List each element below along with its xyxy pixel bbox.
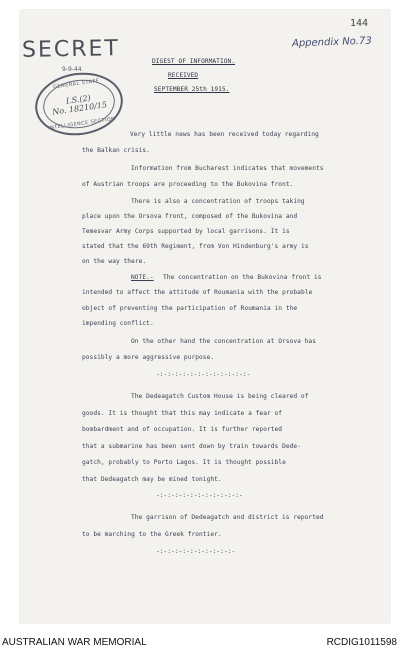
body-line: Temesvar Army Corps supported by local garrisons. It is <box>82 228 290 235</box>
body-line: bombardment and of occupation. It is further reported <box>82 426 283 433</box>
body-line: There is also a concentration of troops taking <box>131 198 305 205</box>
body-line: that a submarine has been sent down by train towards Dede- <box>82 443 301 450</box>
body-line: stated that the 69th Regiment, from Von Hindenburg's army is <box>82 243 309 250</box>
body-line: The Dedeagatch Custom House is being cleared of <box>131 393 309 400</box>
body-line: place upon the Orsova front, composed of the Bukovina and <box>82 213 298 220</box>
body-line: possibly a more aggressive purpose. <box>82 354 215 361</box>
section-divider: -:-:-:-:-:-:-:-:-:-:- <box>156 548 236 555</box>
body-line: intended to affect the attitude of Roumania with the probable <box>82 289 313 296</box>
body-line: gatch, probably to Porto Lagos. It is thought possible <box>82 459 286 466</box>
section-divider: -:-:-:-:-:-:-:-:-:-:-:-:- <box>156 371 251 378</box>
secret-stamp: SECRET <box>21 36 121 63</box>
body-line: object of preventing the participation of Roumania in the <box>82 305 298 312</box>
seal-top-text: GENERAL STAFF <box>52 77 100 91</box>
body-line: On the other hand the concentration at Orsova has <box>131 338 316 345</box>
header-title: DIGEST OF INFORMATION. <box>152 58 236 65</box>
body-line: Information from Bucharest indicates that movements <box>131 165 324 172</box>
body-line: The garrison of Dedeagatch and district is reported <box>131 514 324 521</box>
archive-number: 144 <box>350 18 369 29</box>
note-label: NOTE.- <box>131 274 154 281</box>
body-line: the Balkan crisis. <box>82 147 150 154</box>
footer-record-id: RCDIG1011598 <box>326 637 397 648</box>
body-line: that Dedeagatch may be mined tonight. <box>82 476 222 483</box>
seal-handwriting: I.S.(2) No. 18210/15 <box>51 93 108 117</box>
body-line: on the way there. <box>82 258 147 265</box>
body-line: The concentration on the Bukovina front is <box>163 274 322 281</box>
seal-bottom-text: INTELLIGENCE SECTION <box>47 116 116 132</box>
body-line: impending conflict. <box>82 320 154 327</box>
body-line: to be marching to the Greek frontier. <box>82 531 222 538</box>
stamp-date: 9-9-44 <box>62 66 82 73</box>
header-date: SEPTEMBER 25th 1915. <box>154 86 230 93</box>
body-line: goods. It is thought that this may indicate a fear of <box>82 410 283 417</box>
body-line: Very little news has been received today regarding <box>130 131 319 138</box>
section-divider: -:-:-:-:-:-:-:-:-:-:-:- <box>156 492 243 499</box>
header-received: RECEIVED <box>168 72 199 79</box>
body-line: of Austrian troops are proceeding to the Bukovina front. <box>82 181 294 188</box>
appendix-note: Appendix No.73 <box>291 35 372 50</box>
footer-source: AUSTRALIAN WAR MEMORIAL <box>2 637 147 648</box>
